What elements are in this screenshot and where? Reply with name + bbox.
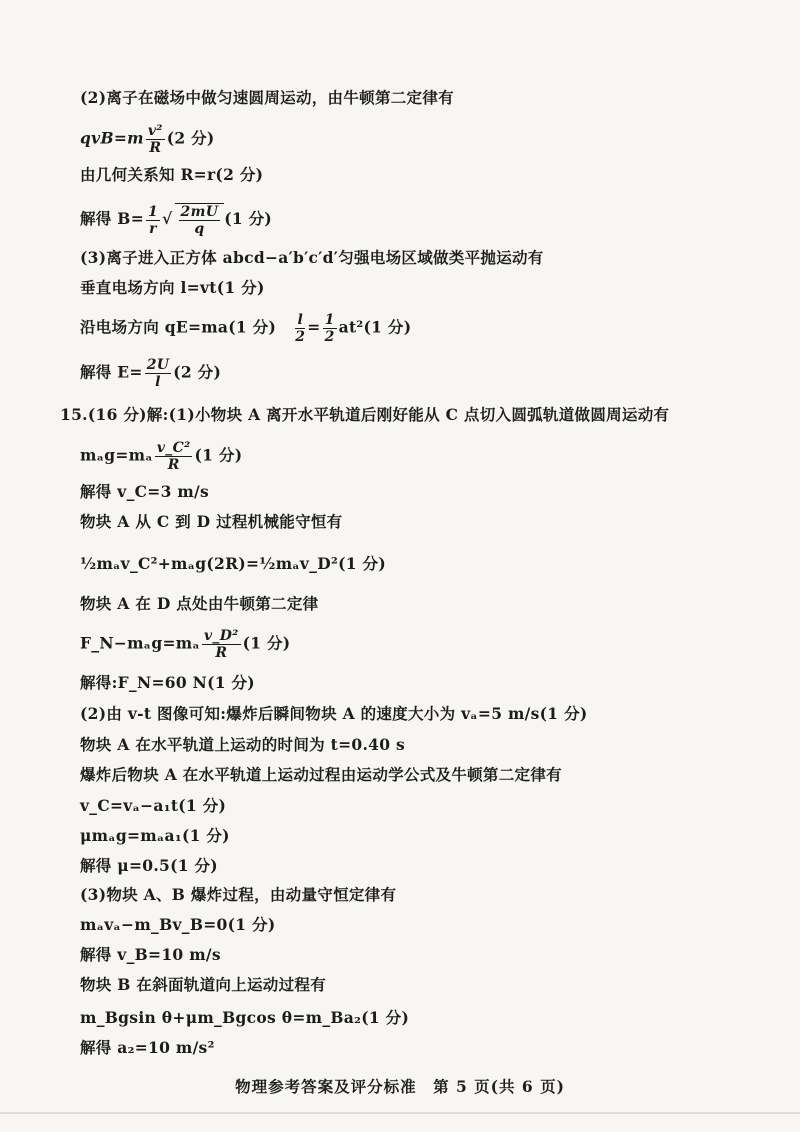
eq-part: at²(1 分) bbox=[338, 317, 412, 337]
equals: = bbox=[307, 317, 321, 337]
line-qvB-equation bbox=[80, 123, 215, 156]
line-kinematics: 爆炸后物块 A 在水平轨道上运动过程由运动学公式及牛顿第二定律有 bbox=[80, 765, 562, 784]
fraction-num: l bbox=[295, 312, 305, 329]
line-2-vt-graph: (2)由 v-t 图像可知:爆炸后瞬间物块 A 的速度大小为 vₐ=5 m/s(1 分) bbox=[80, 704, 588, 723]
fraction bbox=[146, 204, 160, 237]
line-vC-eq: v_C=vₐ−a₁t(1 分) bbox=[80, 796, 227, 815]
line-solve-vB: 解得 v_B=10 m/s bbox=[80, 945, 221, 964]
eq-left: 解得 E= bbox=[80, 362, 143, 382]
fraction-den: l bbox=[155, 374, 161, 390]
line-incline-eq: m_Bgsin θ+μm_Bgcos θ=m_Ba₂(1 分) bbox=[80, 1008, 410, 1027]
fraction-num: 2mU bbox=[180, 204, 219, 220]
line-3-intro: (3)离子进入正方体 abcd−a′b′c′d′匀强电场区域做类平抛运动有 bbox=[80, 248, 544, 267]
fraction-num: v² bbox=[147, 123, 163, 139]
line-perpendicular: 垂直电场方向 l=vt(1 分) bbox=[80, 278, 265, 297]
line-friction-eq: μmₐg=mₐa₁(1 分) bbox=[80, 826, 230, 845]
question-15-heading: 15.(16 分)解:(1)小物块 A 离开水平轨道后刚好能从 C 点切入圆弧轨道做圆周运动有 bbox=[60, 405, 670, 424]
fraction-num: 1 bbox=[148, 203, 159, 220]
fraction-num: 1 bbox=[324, 312, 335, 328]
sqrt-body bbox=[175, 203, 225, 237]
page-footer: 物理参考答案及评分标准 第 5 页(共 6 页) bbox=[235, 1077, 565, 1096]
eq-part: 沿电场方向 qE=ma(1 分) bbox=[80, 317, 277, 337]
score: (1 分) bbox=[242, 633, 291, 653]
eq-left: mₐg=mₐ bbox=[80, 445, 153, 465]
fraction bbox=[155, 440, 193, 473]
line-circular-motion bbox=[80, 440, 242, 473]
line-along-field bbox=[80, 312, 411, 345]
line-solve-vC: 解得 v_C=3 m/s bbox=[80, 482, 210, 501]
line-energy-conservation: 物块 A 从 C 到 D 过程机械能守恒有 bbox=[80, 512, 343, 531]
line-geometry: 由几何关系知 R=r(2 分) bbox=[80, 165, 264, 184]
line-solve-a2: 解得 a₂=10 m/s² bbox=[80, 1038, 215, 1057]
line-solve-mu: 解得 μ=0.5(1 分) bbox=[80, 856, 218, 875]
line-solve-FN: 解得:F_N=60 N(1 分) bbox=[80, 673, 255, 692]
sqrt-sign: √ bbox=[162, 209, 173, 228]
eq-left: F_N−mₐg=mₐ bbox=[80, 633, 200, 653]
fraction-den: R bbox=[149, 140, 162, 156]
score: (2 分) bbox=[173, 362, 222, 382]
fraction-den: 2 bbox=[324, 329, 335, 345]
line-incline: 物块 B 在斜面轨道向上运动过程有 bbox=[80, 975, 326, 994]
eq-left: 解得 B= bbox=[80, 209, 144, 228]
fraction-den: 2 bbox=[295, 329, 306, 345]
line-time: 物块 A 在水平轨道上运动的时间为 t=0.40 s bbox=[80, 735, 406, 754]
fraction-den: R bbox=[167, 457, 180, 473]
fraction-den: r bbox=[149, 220, 157, 237]
fraction bbox=[295, 312, 305, 345]
score: (1 分) bbox=[224, 209, 273, 228]
fraction bbox=[202, 628, 241, 661]
line-solve-E bbox=[80, 357, 221, 390]
fraction-num: v_C² bbox=[156, 440, 191, 456]
line-energy-equation: ½mₐv_C²+mₐg(2R)=½mₐv_D²(1 分) bbox=[80, 554, 386, 573]
fraction-num: v_D² bbox=[203, 628, 239, 644]
score: (2 分) bbox=[166, 128, 215, 148]
line-2-intro: (2)离子在磁场中做匀速圆周运动，由牛顿第二定律有 bbox=[80, 88, 454, 107]
line-normal-force bbox=[80, 628, 290, 661]
fraction bbox=[179, 204, 221, 237]
score: (1 分) bbox=[194, 445, 243, 465]
bottom-divider bbox=[0, 1112, 800, 1114]
line-point-D: 物块 A 在 D 点处由牛顿第二定律 bbox=[80, 594, 319, 613]
fraction bbox=[145, 357, 172, 390]
fraction bbox=[146, 123, 165, 156]
fraction-den: q bbox=[194, 221, 205, 237]
fraction bbox=[323, 312, 337, 345]
line-momentum-eq: mₐvₐ−m_Bv_B=0(1 分) bbox=[80, 915, 276, 934]
line-solve-B bbox=[80, 203, 272, 237]
line-3-momentum: (3)物块 A、B 爆炸过程，由动量守恒定律有 bbox=[80, 885, 397, 904]
fraction-num: 2U bbox=[146, 357, 170, 373]
fraction-den: R bbox=[215, 645, 228, 661]
eq-left: qvB=m bbox=[80, 128, 144, 148]
